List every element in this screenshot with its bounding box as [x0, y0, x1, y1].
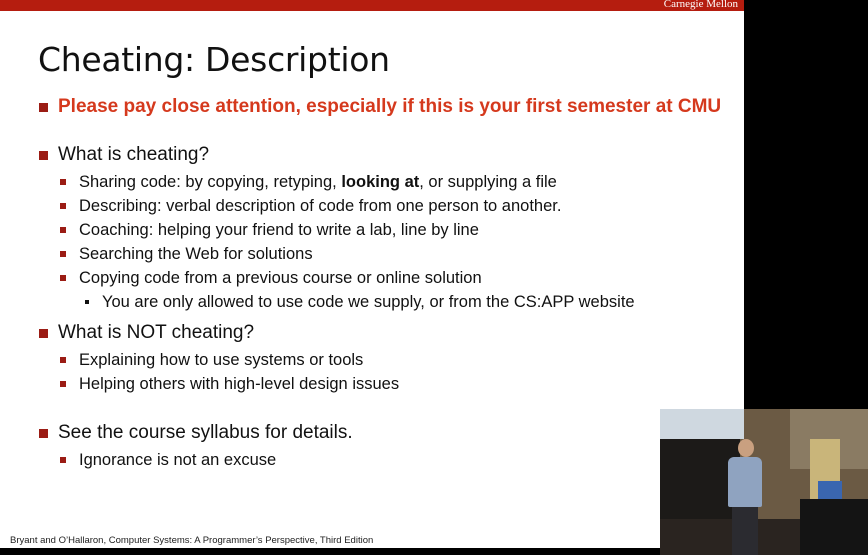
slide-content	[38, 96, 728, 472]
bullet-syllabus: See the course syllabus for details.	[38, 422, 728, 444]
slide-footer: Bryant and O’Hallaron, Computer Systems: A Programmer’s Perspective, Third Edition	[10, 535, 374, 546]
sub-bullet-describing: Describing: verbal description of code from one person to another.	[60, 194, 728, 218]
sub-bullet-explaining: Explaining how to use systems or tools	[60, 348, 728, 372]
header-bar	[0, 0, 744, 11]
sub-bullet-copying: Copying code from a previous course or online solution	[60, 266, 728, 290]
sub-bullet-ignorance: Ignorance is not an excuse	[60, 448, 728, 472]
slide-title: Cheating: Description	[38, 40, 390, 79]
bullet-what-is-not-cheating: What is NOT cheating?	[38, 322, 728, 344]
alert-bullet: Please pay close attention, especially if this is your first semester at CMU	[38, 96, 728, 118]
sub-bullet-coaching: Coaching: helping your friend to write a lab, line by line	[60, 218, 728, 242]
sub-bullet-sharing: Sharing code: by copying, retyping, looking at, or supplying a file	[60, 170, 728, 194]
sub-bullet-searching: Searching the Web for solutions	[60, 242, 728, 266]
sub-sub-bullet-allowed-code: You are only allowed to use code we supply, or from the CS:APP website	[85, 290, 728, 314]
bullet-what-is-cheating: What is cheating?	[38, 144, 728, 166]
brand-label: Carnegie Mellon	[663, 0, 738, 10]
sub-bullet-helping: Helping others with high-level design issues	[60, 372, 728, 396]
speaker-video	[660, 409, 868, 555]
